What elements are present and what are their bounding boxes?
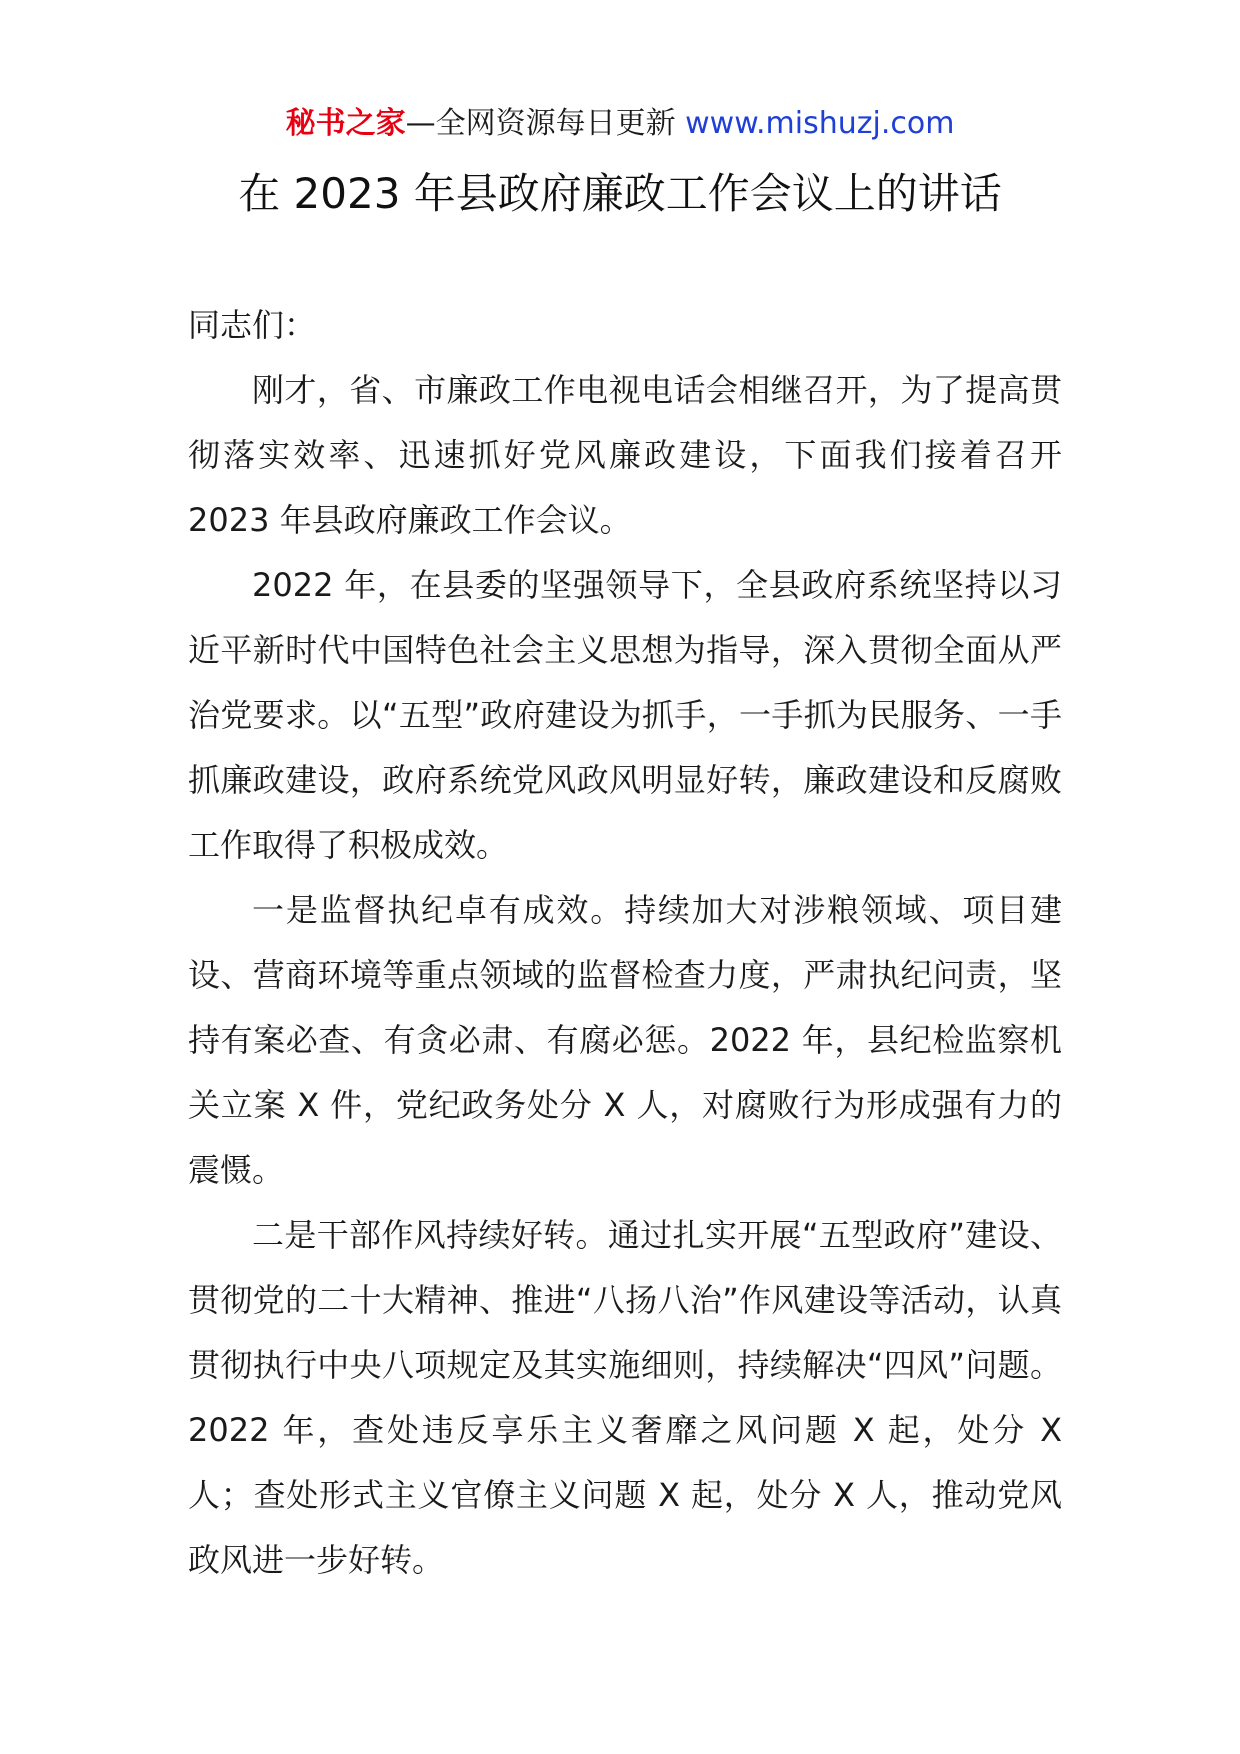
site-header	[0, 104, 1240, 144]
paragraph-supervision: 一是监督执纪卓有成效。持续加大对涉粮领域、项目建设、营商环境等重点领域的监督检查力度，严肃执纪问责，坚持有案必查、有贪必肃、有腐必惩。2022 年，县纪检监察机关立案 X 件，党纪政务处分 X 人，对腐败行为形成强有力的震慑。	[188, 891, 1062, 1189]
brand-name: 秘书之家	[285, 106, 406, 141]
site-url-link[interactable]: www.mishuzj.com	[685, 106, 955, 141]
document-title: 在 2023 年县政府廉政工作会议上的讲话	[238, 169, 1002, 218]
header-slogan: —全网资源每日更新	[405, 106, 676, 141]
paragraph-opening: 刚才，省、市廉政工作电视电话会相继召开，为了提高贯彻落实效率、迅速抓好党风廉政建设，下面我们接着召开 2023 年县政府廉政工作会议。	[188, 371, 1062, 539]
salutation: 同志们：	[188, 306, 317, 344]
paragraph-summary-2022: 2022 年，在县委的坚强领导下，全县政府系统坚持以习近平新时代中国特色社会主义思想为指导，深入贯彻全面从严治党要求。以“五型”政府建设为抓手，一手抓为民服务、一手抓廉政建设，政府系统党风政风明显好转，廉政建设和反腐败工作取得了积极成效。	[188, 566, 1062, 864]
paragraph-work-style: 二是干部作风持续好转。通过扎实开展“五型政府”建设、贯彻党的二十大精神、推进“八扬八治”作风建设等活动，认真贯彻执行中央八项规定及其实施细则，持续解决“四风”问题。2022 年，查处违反享乐主义奢靡之风问题 X 起，处分 X 人；查处形式主义官僚主义问题 X 起，处分 X 人，推动党风政风进一步好转。	[188, 1216, 1062, 1579]
document-body	[188, 293, 1062, 1593]
